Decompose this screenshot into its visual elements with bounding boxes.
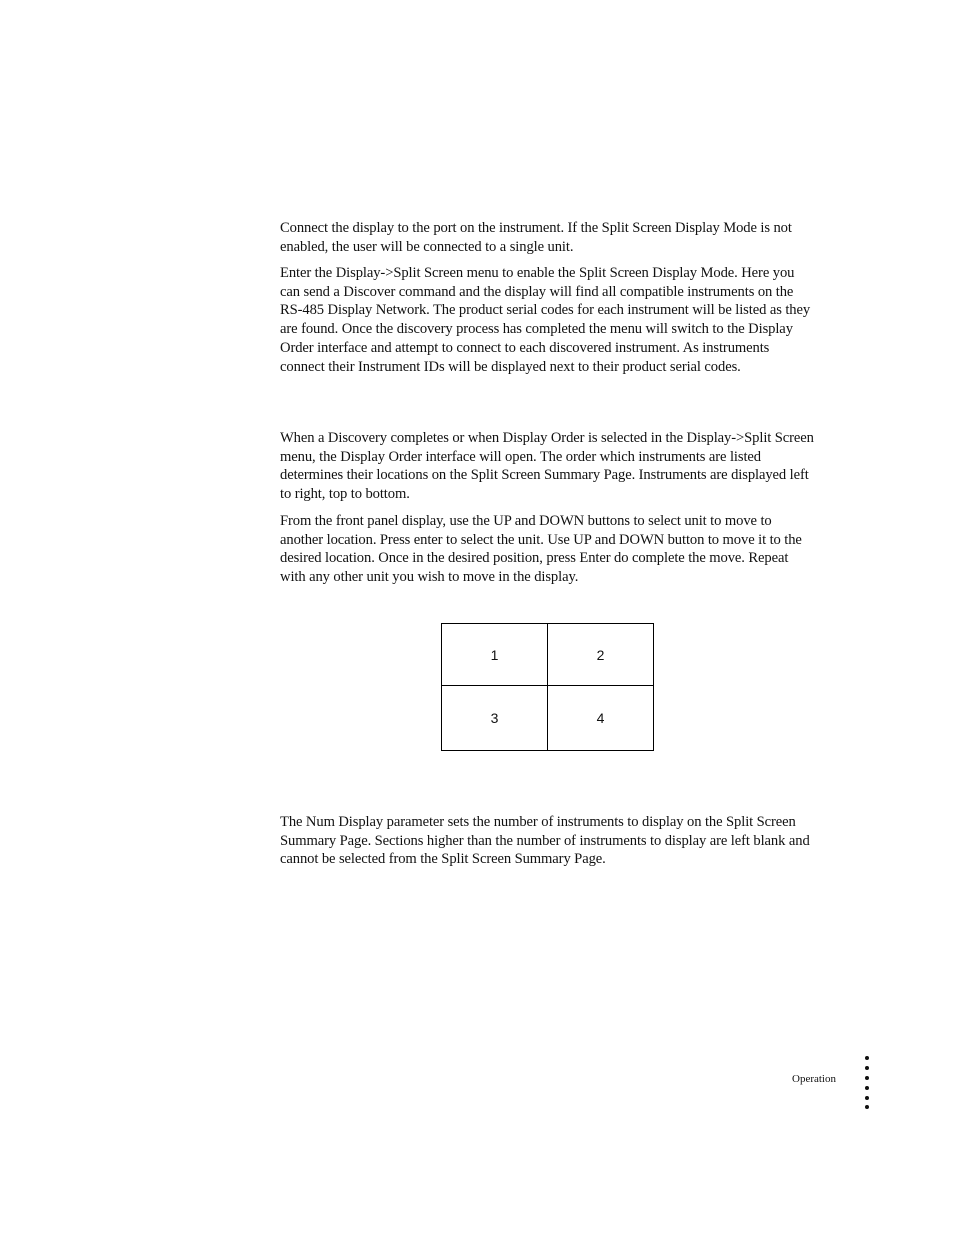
footer-dot bbox=[865, 1076, 869, 1080]
grid-cell-2: 2 bbox=[548, 624, 654, 686]
grid-cell-3: 3 bbox=[442, 686, 548, 751]
paragraph-connect-display: Connect the display to the port on the instrument. If the Split Screen Display Mode is not enabled, the user will be connected to a single unit. bbox=[280, 220, 792, 255]
footer-section-label: Operation bbox=[792, 1073, 836, 1085]
split-screen-layout-grid bbox=[441, 623, 654, 751]
paragraph-split-screen-menu: Enter the Display->Split Screen menu to enable the Split Screen Display Mode. Here you can send a Discover command and the display will find all compatible instruments on the RS-485 Display Network. The product serial codes for each instrument will be listed as they are found. Once the discovery process has completed the menu will switch to the Display Order interface and attempt to connect to each discovered instrument. As instruments connect their Instrument IDs will be displayed next to their product serial codes. bbox=[280, 265, 811, 375]
footer-dot bbox=[865, 1066, 869, 1070]
paragraph-display-order: When a Discovery completes or when Display Order is selected in the Display->Split Screen menu, the Display Order interface will open. The order which instruments are listed determines their locations on the Split Screen Summary Page. Instruments are displayed left to right, top to bottom. bbox=[280, 430, 814, 503]
footer-dot bbox=[865, 1086, 869, 1090]
grid-cell-4: 4 bbox=[548, 686, 654, 751]
footer-dot bbox=[865, 1105, 869, 1109]
footer-dot bbox=[865, 1056, 869, 1060]
paragraph-move-unit: From the front panel display, use the UP and DOWN buttons to select unit to move to another location. Press enter to select the unit. Use UP and DOWN button to move it to the desired location. Once in the desired position, press Enter do complete the move. Repeat with any other unit you wish to move in the display. bbox=[280, 513, 802, 586]
footer-dot bbox=[865, 1096, 869, 1100]
grid-cell-1: 1 bbox=[442, 624, 548, 686]
paragraph-num-display: The Num Display parameter sets the number of instruments to display on the Split Screen Summary Page. Sections higher than the number of instruments to display are left blank and cannot be selected from the Split Screen Summary Page. bbox=[280, 814, 810, 868]
